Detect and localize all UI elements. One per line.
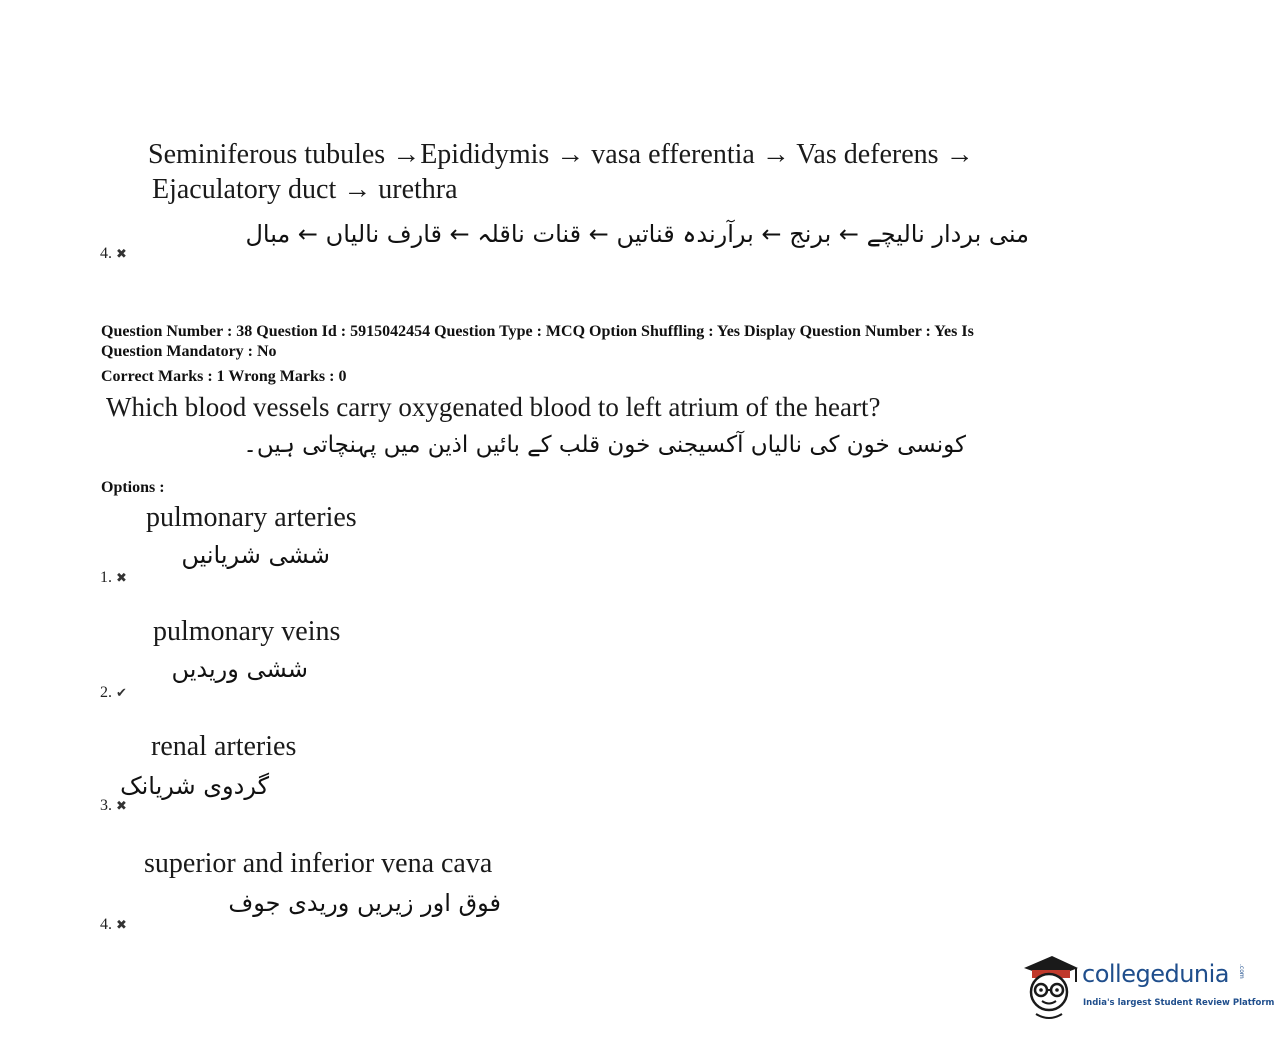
logo-domain-suffix: .com xyxy=(1238,964,1245,979)
cross-icon: ✖ xyxy=(116,918,127,933)
option-2-english: pulmonary veins xyxy=(153,616,341,647)
options-label: Options : xyxy=(101,479,165,496)
prev-option-4 xyxy=(100,245,127,263)
option-4 xyxy=(100,916,127,934)
option-3-urdu: گردوی شریانک xyxy=(120,772,269,800)
question-text-urdu: کونسی خون کی نالیاں آکسیجنی خون قلب کے بائیں اذین میں پہنچاتی ہیں۔ xyxy=(243,432,966,458)
option-number: 4. xyxy=(100,916,112,933)
option-4-urdu: فوق اور زیریں وریدی جوف xyxy=(228,889,501,917)
cross-icon: ✖ xyxy=(116,571,127,586)
option-2-urdu: ششی وریدیں xyxy=(171,655,308,683)
option-1-urdu: ششی شریانیں xyxy=(181,541,330,569)
option-number: 1. xyxy=(100,569,112,586)
option-3 xyxy=(100,797,127,815)
option-4-english: superior and inferior vena cava xyxy=(144,848,493,879)
option-number: 2. xyxy=(100,684,112,701)
question-marks: Correct Marks : 1 Wrong Marks : 0 xyxy=(101,368,347,385)
question-meta-line1: Question Number : 38 Question Id : 5915042454 Question Type : MCQ Option Shuffling : Yes Display Question Number : Yes Is xyxy=(101,323,974,340)
option-3-english: renal arteries xyxy=(151,731,297,762)
collegedunia-logo xyxy=(1018,950,1275,1022)
option-number: 3. xyxy=(100,797,112,814)
logo-wordmark: collegedunia xyxy=(1082,960,1230,988)
prev-answer-english-line2: Ejaculatory duct → urethra xyxy=(152,174,458,205)
option-1 xyxy=(100,569,127,587)
check-icon: ✔ xyxy=(116,686,127,701)
prev-answer-english-line1: Seminiferous tubules →Epididymis → vasa efferentia → Vas deferens → xyxy=(148,139,974,170)
question-meta-line2: Question Mandatory : No xyxy=(101,343,277,360)
option-number: 4. xyxy=(100,245,112,262)
logo-tagline: India's largest Student Review Platform xyxy=(1083,998,1275,1008)
cross-icon: ✖ xyxy=(116,799,127,814)
mascot-icon xyxy=(1018,950,1080,1022)
option-2 xyxy=(100,684,127,702)
prev-answer-urdu: منی بردار نالیچے ← برنج ← برآرندہ قناتیں ← قنات ناقلہ ← قارف نالیاں ← مبال xyxy=(245,220,1029,248)
cross-icon: ✖ xyxy=(116,247,127,262)
question-text-english: Which blood vessels carry oxygenated blood to left atrium of the heart? xyxy=(106,392,881,422)
option-1-english: pulmonary arteries xyxy=(146,502,357,533)
question-meta xyxy=(101,322,1101,362)
